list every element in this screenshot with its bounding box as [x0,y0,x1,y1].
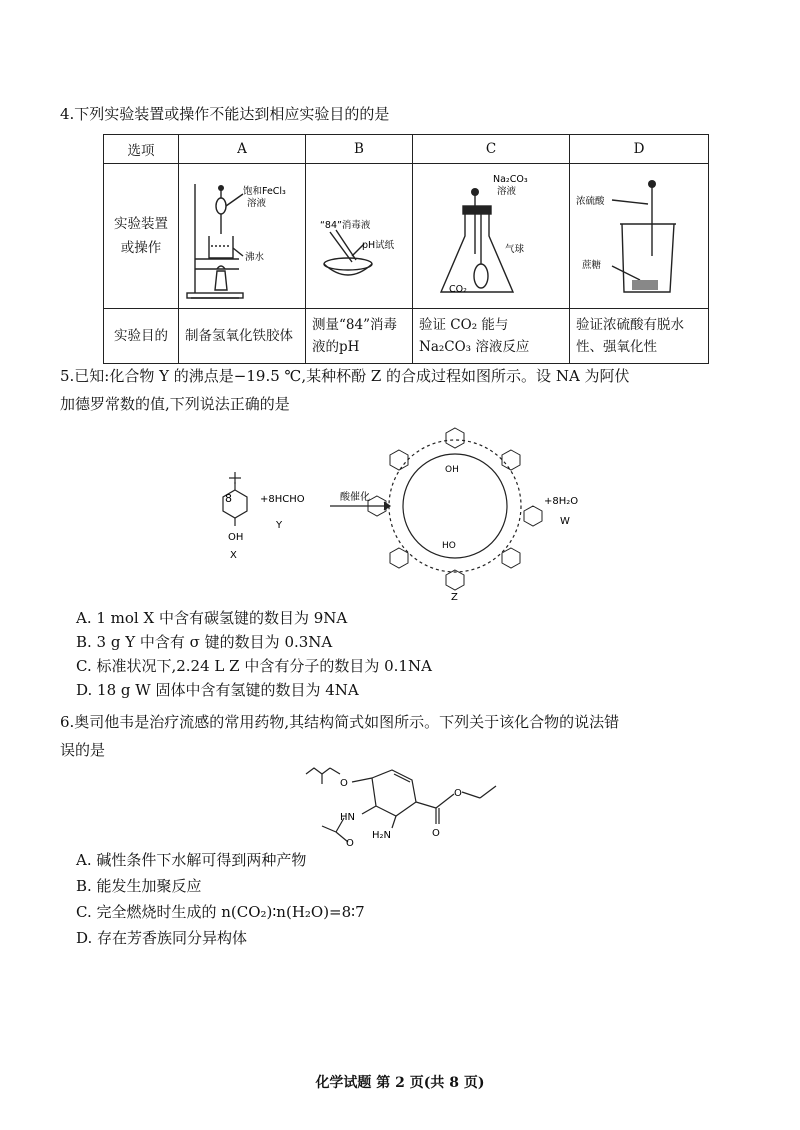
row-label-purpose: 实验目的 [104,309,179,364]
q5-option-c: C. 标准状况下,2.24 L Z 中含有分子的数目为 0.1NA [76,657,432,675]
scheme-x-oh: OH [228,532,244,543]
structure-o-carbonyl: O [432,828,440,839]
structure-hn: HN [340,812,355,823]
q6-option-b: B. 能发生加聚反应 [76,877,202,895]
q5-option-b: B. 3 g Y 中含有 σ 键的数目为 0.3NA [76,633,333,651]
structure-h2n: H₂N [372,830,392,841]
scheme-x-coefficient: 8 [225,492,232,505]
label-c-na2co3: Na₂CO₃ [493,174,528,185]
page-footer: 化学试题 第 2 页(共 8 页) [315,1075,485,1091]
apparatus-a [179,164,306,309]
scheme-arrow-label: 酸催化 [340,492,370,503]
label-a-solution: 溶液 [247,198,267,209]
q4-stem: 4.下列实验装置或操作不能达到相应实验目的的是 [60,105,390,123]
purpose-a: 制备氢氧化铁胶体 [179,309,306,364]
scheme-byproduct-label: W [560,516,570,527]
purpose-d: 验证浓硫酸有脱水性、强氧化性 [570,309,709,364]
label-d-conc-h2so4: 浓硫酸 [576,196,605,207]
structure-o-amide: O [346,838,354,846]
scheme-x-label: X [230,550,237,561]
q5-stem-line2: 加德罗常数的值,下列说法正确的是 [60,395,290,413]
table-header-a: A [179,135,306,164]
q6-option-a: A. 碱性条件下水解可得到两种产物 [76,851,307,869]
scheme-reagent-label: Y [276,520,283,531]
q6-option-d: D. 存在芳香族同分异构体 [76,929,248,947]
q6-stem-line2: 误的是 [60,741,106,759]
label-d-sucrose: 蔗糖 [582,260,602,271]
q4-table [103,134,709,364]
scheme-byproduct: +8H₂O [544,496,579,507]
label-c-balloon: 气球 [505,244,525,255]
apparatus-b [306,164,413,309]
label-c-solution: 溶液 [497,186,517,197]
label-b-84: “84”消毒液 [320,220,371,231]
q6-stem-line1: 6.奥司他韦是治疗流感的常用药物,其结构简式如图所示。下列关于该化合物的说法错 [60,713,620,731]
label-b-ph-paper: pH试纸 [362,240,395,251]
purpose-c: 验证 CO₂ 能与 Na₂CO₃ 溶液反应 [413,309,570,364]
q6-option-c: C. 完全燃烧时生成的 n(CO₂)∶n(H₂O)=8∶7 [76,903,365,921]
q5-option-a: A. 1 mol X 中含有碳氢键的数目为 9NA [76,609,348,627]
scheme-oh-top: OH [445,465,459,475]
structure-o-ester: O [454,788,462,799]
q5-reaction-scheme [190,420,610,600]
purpose-b: 测量“84”消毒液的pH [306,309,413,364]
q5-stem [60,362,750,418]
apparatus-c [413,164,570,309]
table-header-c: C [413,135,570,164]
apparatus-d [570,164,709,309]
table-header-b: B [306,135,413,164]
table-header-option: 选项 [104,135,179,164]
structure-o-ether: O [340,778,348,789]
scheme-ho-bottom: HO [442,541,456,551]
q5-option-d: D. 18 g W 固体中含有氢键的数目为 4NA [76,681,359,699]
scheme-z-label: Z [451,592,458,600]
label-a-fecl3: 饱和FeCl₃ [243,186,286,197]
q6-stem [60,708,750,764]
label-a-boiling-water: 沸水 [245,252,265,263]
label-c-co2: CO₂ [449,284,467,295]
q5-stem-line1: 5.已知:化合物 Y 的沸点是−19.5 ℃,某种杯酚 Z 的合成过程如图所示。设 NA 为阿伏 [60,367,630,385]
table-header-d: D [570,135,709,164]
row-label-apparatus: 实验装置或操作 [104,164,179,309]
scheme-reagent: +8HCHO [260,494,305,505]
q6-oseltamivir-structure [300,762,520,846]
